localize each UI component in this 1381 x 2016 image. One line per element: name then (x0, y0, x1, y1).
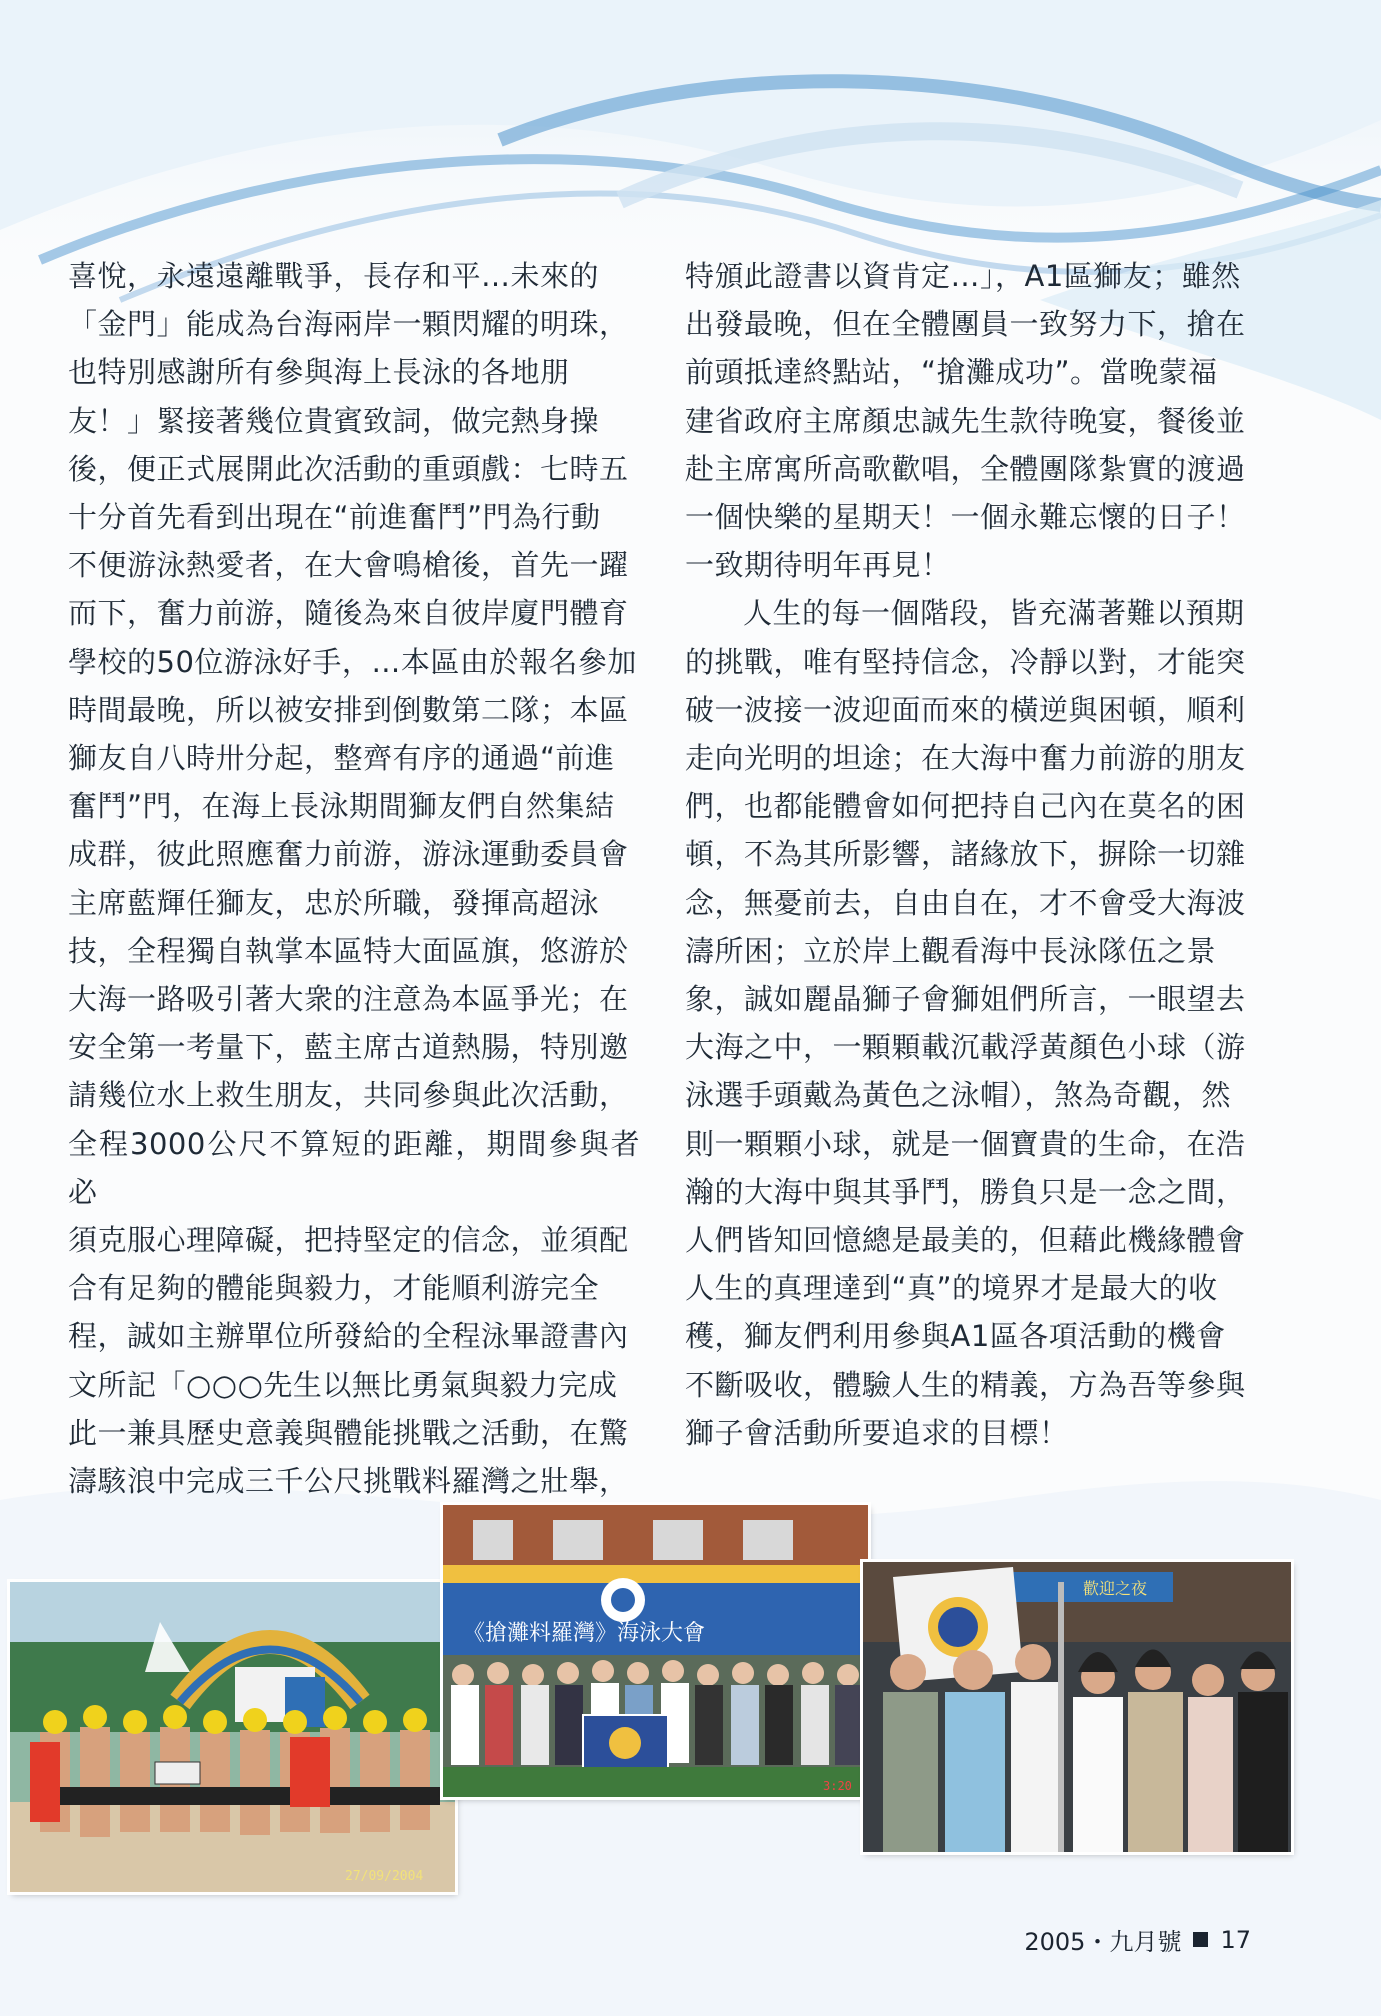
article-paragraph: 人生的每一個階段，皆充滿著難以預期 的挑戰，唯有堅持信念，冷靜以對，才能突 破一波接一波迎面而來的橫逆與困頓，順利 走向光明的坦途；在大海中奮力前游的朋友 們，也都能體會如何把持自己內在莫名的困 頓，不為其所影響，諸緣放下，摒除一切雜 念，無憂前去，自由自在，才不會受大海波 濤所困；立於岸上觀看海中長泳隊伍之景 象，誠如麗晶獅子會獅姐們所言，一眼望去 大海之中，一顆顆載沉載浮黃顏色小球（游 泳選手頭戴為黃色之泳帽），煞為奇觀，然 則一顆顆小球，就是一個寶貴的生命，在浩 瀚的大海中與其爭鬥，勝負只是一念之間， 人們皆知回憶總是最美的，但藉此機緣體會 人生的真理達到“真”的境界才是最大的收 穫，獅友們利用參與A1區各項活動的機會 不斷吸收，體驗人生的精義，方為吾等參與 獅子會活動所要追求的目標！ (685, 596, 1246, 1450)
page-footer (1024, 1922, 1251, 1957)
article-paragraph: 喜悅，永遠遠離戰爭，長存和平…未來的 「金門」能成為台海兩岸一顆閃耀的明珠， 也特別感謝所有參與海上長泳的各地朋 友！」緊接著幾位貴賓致詞，做完熱身操 後，便正式展開此次活動的重頭戲：七時五 十分首先看到出現在“前進奮鬥”門為行動 不便游泳熱愛者，在大會鳴槍後，首先一躍 而下，奮力前游，隨後為來自彼岸廈門體育 學校的50位游泳好手，…本區由於報名參加 時間最晚，所以被安排到倒數第二隊；本區 獅友自八時卅分起，整齊有序的通過“前進 奮鬥”門，在海上長泳期間獅友們自然集結 成群，彼此照應奮力前游，游泳運動委員會 主席藍輝任獅友，忠於所職，發揮高超泳 技，全程獨自執掌本區特大面區旗，悠游於 大海一路吸引著大衆的注意為本區爭光；在 安全第一考量下，藍主席古道熱腸，特別邀 請幾位水上救生朋友，共同參與此次活動， 全程3000公尺不算短的距離，期間參與者必 須克服心理障礙，把持堅定的信念，並須配 合有足夠的體能與毅力，才能順利游完全 程，誠如主辦單位所發給的全程泳畢證書內 文所記「○○○先生以無比勇氣與毅力完成 此一兼具歷史意義與體能挑戰之活動，在驚 濤駭浪中完成三千公尺挑戰料羅灣之壯舉， (68, 259, 640, 1499)
issue-label: 2005・九月號 (1024, 1928, 1182, 1956)
photo-dinner-group (863, 1562, 1291, 1852)
article-left-column (68, 252, 640, 1505)
photo-group-banner (443, 1505, 868, 1797)
article-right-column (685, 252, 1255, 1457)
square-bullet-icon (1193, 1932, 1208, 1947)
photo-banner-text: 歡迎之夜 (1083, 1579, 1148, 1598)
page-number: 17 (1220, 1925, 1251, 1954)
photo-swimmers-beach (10, 1582, 455, 1892)
photo-banner-text: 《搶灘料羅灣》海泳大會 (463, 1621, 706, 1646)
article-paragraph: 特頒此證書以資肯定…」，A1區獅友；雖然 出發最晚，但在全體團員一致努力下，搶在 前頭抵達終點站，“搶灘成功”。當晚蒙福 建省政府主席顏忠誠先生款待晚宴，餐後並 赴主席寓所高歌歡唱，全體團隊紮實的渡過 一個快樂的星期天！一個永難忘懷的日子！ 一致期待明年再見！ (685, 259, 1246, 583)
photo-time-stamp: 3:20 (823, 1779, 852, 1793)
photo-date-stamp: 27/09/2004 (345, 1869, 424, 1884)
